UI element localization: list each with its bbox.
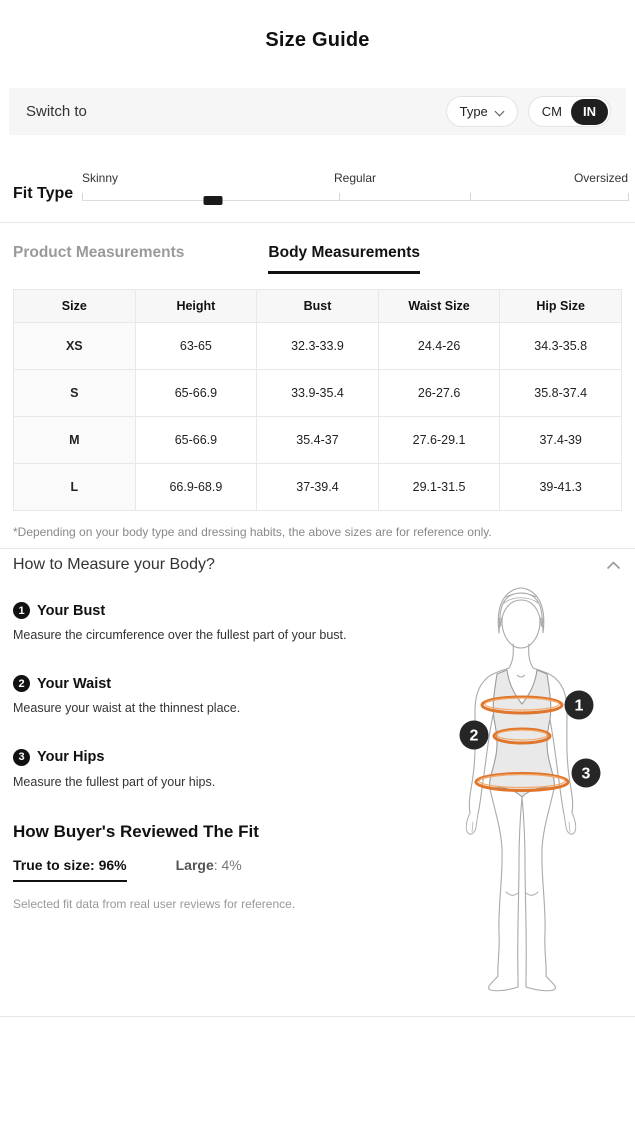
- item-title: Your Hips: [37, 749, 105, 766]
- table-row: [14, 464, 622, 511]
- cell-bust: 32.3-33.9: [257, 323, 379, 370]
- cell-waist: 29.1-31.5: [378, 464, 500, 511]
- fit-type-label: Fit Type: [13, 185, 74, 202]
- item-title: Your Waist: [37, 675, 112, 692]
- cell-bust: 35.4-37: [257, 417, 379, 464]
- item-description: Measure the fullest part of your hips.: [13, 774, 216, 789]
- stat-label: True to size: [13, 857, 91, 874]
- table-header-row: [14, 290, 622, 323]
- stat-large[interactable]: [176, 857, 242, 873]
- measurement-tabs: [0, 244, 635, 274]
- body-figure-svg: [440, 583, 635, 1003]
- cell-size: XS: [14, 323, 136, 370]
- cell-hip: 35.8-37.4: [500, 370, 622, 417]
- number-2-icon: 2: [13, 675, 30, 692]
- table-row: [14, 370, 622, 417]
- slider-tick: [339, 193, 340, 201]
- body-figure-illustration: [440, 583, 635, 1003]
- col-header-waist: Waist Size: [378, 290, 500, 323]
- table-note: *Depending on your body type and dressing habits, the above sizes are for reference only.: [13, 525, 492, 539]
- size-table: [13, 289, 622, 511]
- cell-waist: 26-27.6: [378, 370, 500, 417]
- cell-height: 66.9-68.9: [135, 464, 257, 511]
- figure-badge-1-number: 1: [574, 697, 584, 715]
- switch-bar: [9, 88, 626, 135]
- fit-type-row: [0, 171, 635, 203]
- item-title: Your Bust: [37, 602, 106, 619]
- stat-true-to-size[interactable]: [13, 857, 127, 882]
- slider-tick: [82, 193, 83, 201]
- fit-option-skinny: Skinny: [82, 171, 119, 185]
- bodysuit: [490, 670, 555, 797]
- slider-tick: [470, 193, 471, 201]
- figure-badge-3-number: 3: [581, 765, 591, 783]
- fit-option-oversized: Oversized: [573, 171, 628, 185]
- table-row: [14, 417, 622, 464]
- list-item-bust: [13, 602, 420, 645]
- unit-toggle[interactable]: [528, 96, 611, 127]
- stat-value: : 96%: [90, 857, 127, 874]
- cell-hip: 37.4-39: [500, 417, 622, 464]
- unit-option-in-selected[interactable]: IN: [571, 99, 608, 125]
- fit-type-slider[interactable]: [82, 171, 628, 203]
- cell-height: 65-66.9: [135, 417, 257, 464]
- divider: [0, 222, 635, 223]
- figure-badge-2-number: 2: [469, 727, 479, 745]
- cell-bust: 37-39.4: [257, 464, 379, 511]
- tab-product-measurements[interactable]: Product Measurements: [13, 244, 185, 261]
- measure-instructions: [0, 602, 420, 792]
- measure-section-title: How to Measure your Body?: [13, 556, 215, 573]
- cell-size: L: [14, 464, 136, 511]
- page-title: Size Guide: [265, 29, 370, 51]
- col-header-size: Size: [14, 290, 136, 323]
- item-description: Measure the circumference over the fullest part of your bust.: [13, 628, 347, 642]
- list-item-waist: [13, 675, 420, 718]
- switch-to-label: Switch to: [26, 103, 87, 120]
- item-description: Measure your waist at the thinnest place.: [13, 701, 241, 716]
- cell-hip: 39-41.3: [500, 464, 622, 511]
- fit-review-footnote: Selected fit data from real user reviews for reference.: [13, 897, 296, 912]
- cell-size: M: [14, 417, 136, 464]
- col-header-hip: Hip Size: [500, 290, 622, 323]
- slider-tick: [628, 193, 629, 201]
- list-item-hips: [13, 749, 420, 792]
- fit-review-title: How Buyer's Reviewed The Fit: [13, 822, 259, 842]
- stat-label: Large: [175, 857, 214, 874]
- col-header-height: Height: [135, 290, 257, 323]
- cell-hip: 34.3-35.8: [500, 323, 622, 370]
- type-dropdown-label: Type: [459, 104, 488, 119]
- cell-height: 63-65: [135, 323, 257, 370]
- cell-size: S: [14, 370, 136, 417]
- divider: [0, 1016, 635, 1017]
- unit-option-cm[interactable]: CM: [541, 104, 562, 119]
- table-row: [14, 323, 622, 370]
- cell-waist: 27.6-29.1: [378, 417, 500, 464]
- cell-height: 65-66.9: [135, 370, 257, 417]
- fit-type-track[interactable]: [82, 192, 628, 201]
- fit-type-handle[interactable]: [204, 196, 223, 205]
- cell-bust: 33.9-35.4: [257, 370, 379, 417]
- slider-track-line: [82, 200, 628, 201]
- number-3-icon: 3: [13, 749, 30, 766]
- col-header-bust: Bust: [257, 290, 379, 323]
- number-1-icon: 1: [13, 602, 30, 619]
- chevron-up-icon[interactable]: [606, 561, 621, 570]
- stat-value: : 4%: [213, 857, 242, 874]
- measure-section-toggle[interactable]: [0, 556, 635, 574]
- tab-body-measurements[interactable]: Body Measurements: [268, 244, 420, 274]
- type-dropdown-button[interactable]: [446, 96, 518, 127]
- measure-section: [0, 539, 635, 792]
- fit-option-regular: Regular: [333, 171, 377, 185]
- cell-waist: 24.4-26: [378, 323, 500, 370]
- chevron-down-icon: [495, 105, 504, 114]
